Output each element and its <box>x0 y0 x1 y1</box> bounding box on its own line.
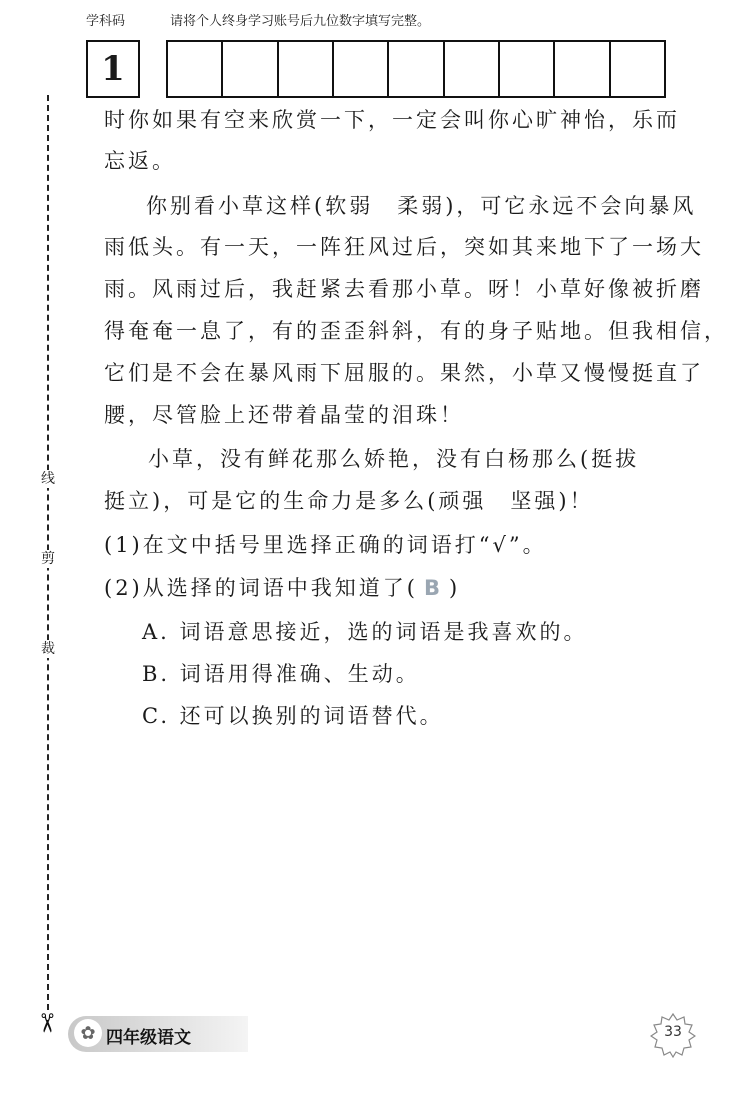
passage-line: 挺立)，可是它的生命力是多么(顽强 坚强)！ <box>104 489 594 513</box>
scissors-icon: ✂ <box>30 1012 61 1034</box>
digit-box[interactable] <box>168 42 223 96</box>
digit-box[interactable] <box>223 42 278 96</box>
page-number: 33 <box>664 1024 682 1040</box>
option-c: C. 还可以换别的词语替代。 <box>142 704 444 728</box>
account-instruction: 请将个人终身学习账号后九位数字填写完整。 <box>170 14 431 29</box>
passage-line: 你别看小草这样(软弱 柔弱)，可它永远不会向暴风 <box>146 194 697 218</box>
question-1: (1)在文中括号里选择正确的词语打“√”。 <box>104 533 547 557</box>
passage-line: 得奄奄一息了，有的歪歪斜斜，有的身子贴地。但我相信， <box>104 319 728 343</box>
star-icon: ✿ <box>74 1019 102 1047</box>
digit-box[interactable] <box>334 42 389 96</box>
question-2-suffix: ) <box>448 576 461 600</box>
book-title: 四年级语文 <box>106 1028 191 1048</box>
subject-code-box: 1 <box>86 40 140 98</box>
subject-code-label: 学科码 <box>86 14 126 29</box>
passage-line: 时你如果有空来欣赏一下，一定会叫你心旷神怡，乐而 <box>104 108 680 132</box>
digit-box[interactable] <box>500 42 555 96</box>
question-2 <box>104 573 664 603</box>
question-2-answer: B <box>423 576 443 600</box>
passage-line: 小草，没有鲜花那么娇艳，没有白杨那么(挺拔 <box>148 447 640 471</box>
digit-box[interactable] <box>555 42 610 96</box>
digit-box[interactable] <box>389 42 444 96</box>
digit-box[interactable] <box>445 42 500 96</box>
cut-label-cai: 裁 <box>36 640 60 658</box>
account-digit-boxes <box>166 40 666 98</box>
passage-line: 雨低头。有一天，一阵狂风过后，突如其来地下了一场大 <box>104 235 704 259</box>
passage-line: 雨。风雨过后，我赶紧去看那小草。呀！小草好像被折磨 <box>104 277 704 301</box>
passage-line: 腰，尽管脸上还带着晶莹的泪珠！ <box>104 403 464 427</box>
digit-box[interactable] <box>279 42 334 96</box>
option-a: A. 词语意思接近，选的词语是我喜欢的。 <box>142 620 588 644</box>
question-2-prefix: (2)从选择的词语中我知道了( <box>104 576 418 600</box>
passage-line: 它们是不会在暴风雨下屈服的。果然，小草又慢慢挺直了 <box>104 361 704 385</box>
cut-label-jian: 剪 <box>36 550 60 568</box>
cut-label-xian: 线 <box>36 470 60 488</box>
option-b: B. 词语用得准确、生动。 <box>142 662 420 686</box>
digit-box[interactable] <box>611 42 664 96</box>
passage-line: 忘返。 <box>104 149 176 173</box>
